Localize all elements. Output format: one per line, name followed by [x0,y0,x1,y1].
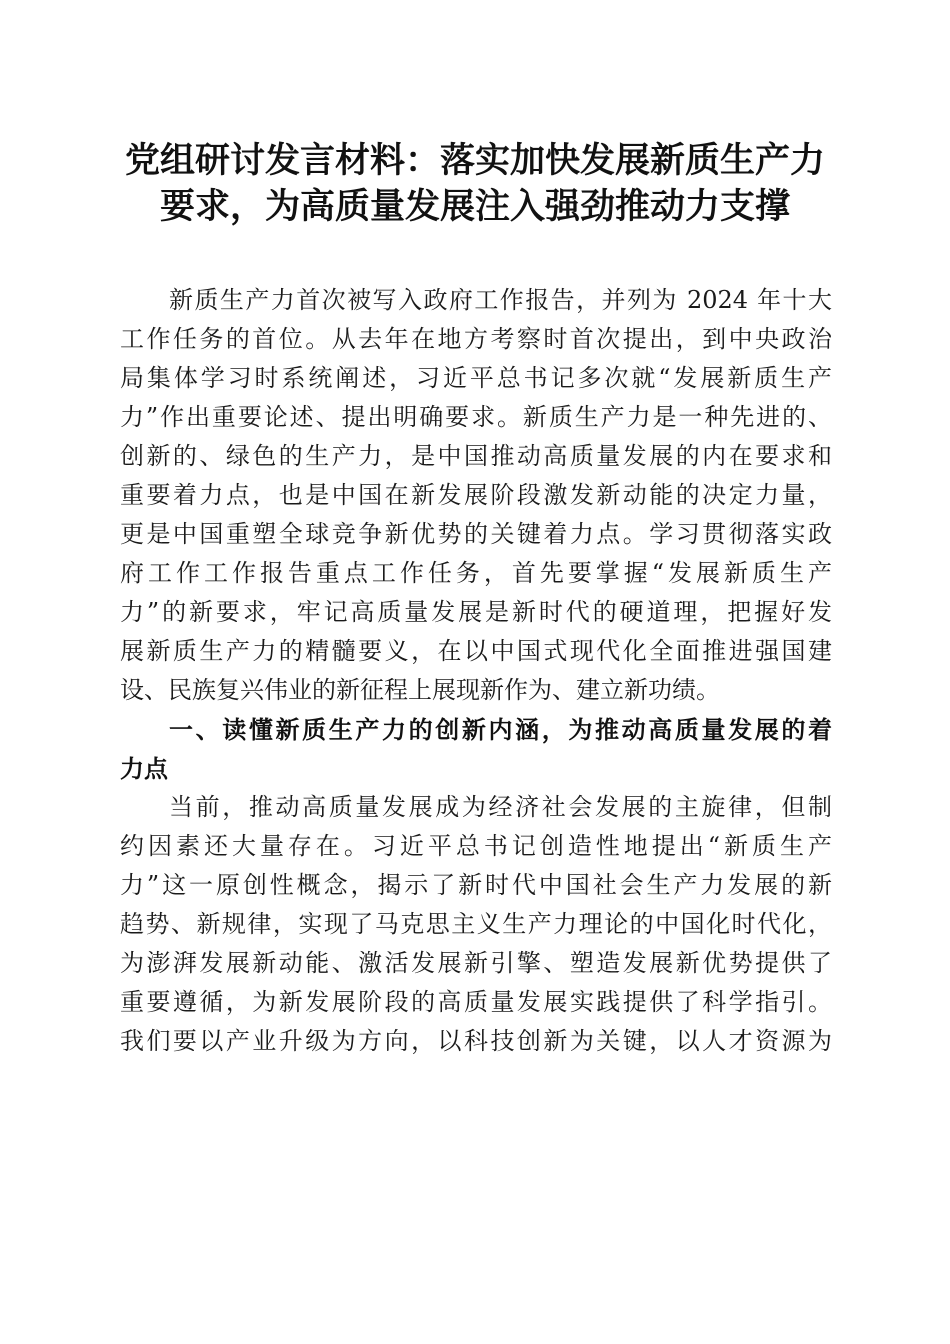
paragraph-1-line: 重要着力点，也是中国在新发展阶段激发新动能的决定力量， [120,481,832,509]
section-heading-1: 一、读懂新质生产力的创新内涵，为推动高质量发展的着 [169,715,832,744]
paragraph-1-line: 力”的新要求，牢记高质量发展是新时代的硬道理，把握好发 [120,598,832,626]
paragraph-2-line: 力”这一原创性概念，揭示了新时代中国社会生产力发展的新 [120,871,832,899]
paragraph-1-line: 创新的、绿色的生产力，是中国推动高质量发展的内在要求和 [120,442,832,470]
paragraph-2-line: 重要遵循，为新发展阶段的高质量发展实践提供了科学指引。 [120,988,832,1016]
title-line-1: 党组研讨发言材料：落实加快发展新质生产力 [124,140,825,181]
paragraph-1-line: 更是中国重塑全球竞争新优势的关键着力点。学习贯彻落实政 [120,520,832,548]
paragraph-2-line: 我们要以产业升级为方向，以科技创新为关键，以人才资源为 [120,1027,832,1055]
paragraph-1-line: 府工作工作报告重点工作任务，首先要掌握“发展新质生产 [120,559,832,587]
paragraph-2-line: 当前，推动高质量发展成为经济社会发展的主旋律，但制 [169,793,832,821]
paragraph-1-line: 新质生产力首次被写入政府工作报告，并列为 2024 年十大 [169,286,832,314]
paragraph-1-line: 力”作出重要论述、提出明确要求。新质生产力是一种先进的、 [120,403,832,431]
paragraph-1-line: 工作任务的首位。从去年在地方考察时首次提出，到中央政治 [120,325,832,353]
paragraph-1-line: 局集体学习时系统阐述，习近平总书记多次就“发展新质生产 [120,364,832,392]
title-line-2: 要求，为高质量发展注入强劲推动力支撑 [159,186,790,227]
document-title [100,138,850,230]
paragraph-2-line: 约因素还大量存在。习近平总书记创造性地提出“新质生产 [120,832,832,860]
paragraph-1-line: 展新质生产力的精髓要义，在以中国式现代化全面推进强国建 [120,637,832,665]
paragraph-2-line: 为澎湃发展新动能、激活发展新引擎、塑造发展新优势提供了 [120,949,832,977]
paragraph-1-line: 设、民族复兴伟业的新征程上展现新作为、建立新功绩。 [120,676,720,704]
paragraph-2-line: 趋势、新规律，实现了马克思主义生产力理论的中国化时代化， [120,910,832,938]
section-heading-1: 力点 [120,754,168,783]
document-body [120,281,832,1061]
